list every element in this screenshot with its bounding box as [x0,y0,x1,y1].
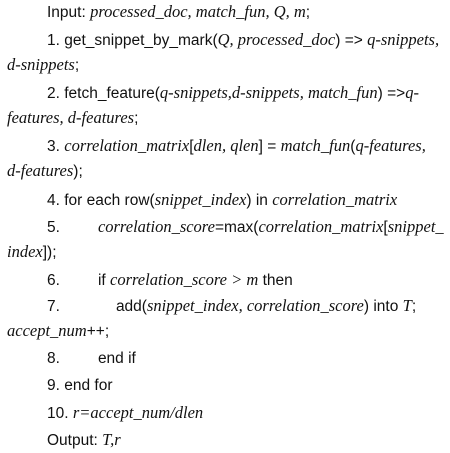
step-2-number: 2. [47,85,60,102]
step-2-args: q-snippets,d-snippets, match_fun [159,83,378,102]
step-8-number: 8. [47,350,60,367]
step-2-output-2: features, d-features [7,108,135,127]
step-5-index-2: index [7,242,43,261]
step-2-function: fetch_feature( [64,85,160,102]
step-6-condition: correlation_score > m [110,270,259,289]
step-6-if: if [97,272,106,289]
step-2-line-1 [47,83,419,104]
step-1-end: ; [74,57,80,74]
step-7-mid: ) into [363,298,399,315]
input-terminator: ; [305,4,311,21]
step-1-line-1 [47,30,439,51]
step-5-line-1 [47,217,444,238]
step-6-number: 6. [47,272,60,289]
step-3-lhs: correlation_matrix [64,136,190,155]
step-9-text: end for [64,377,113,394]
step-5-end: ]); [42,244,57,261]
step-5-op: =max( [214,219,259,236]
step-7-number: 7. [47,298,60,315]
step-7-target: T [402,296,412,315]
step-1-number: 1. [47,32,60,49]
step-6-line [47,270,293,291]
step-5-var: correlation_score [97,217,215,236]
step-2-line-2 [7,108,138,129]
step-4-number: 4. [47,192,60,209]
step-3-dims-close: ] = [258,138,277,155]
step-1-function: get_snippet_by_mark( [64,32,218,49]
input-line [47,2,310,23]
input-label: Input: [47,4,86,21]
output-value: T,r [102,430,121,449]
step-3-rhs-args-1: q-features, [355,136,426,155]
step-6-then: then [262,272,293,289]
step-8-text: end if [97,350,136,367]
step-3-rhs-open: ( [350,138,356,155]
step-9-number: 9. [47,377,60,394]
step-1-output-1: q-snippets, [367,30,440,49]
step-2-output-1: q- [405,83,419,102]
step-3-end: ); [73,163,83,180]
step-3-line-1 [47,136,426,157]
step-1-line-2 [7,55,79,76]
step-4-line [47,190,397,211]
step-10-number: 10. [47,405,69,422]
step-7-separator: ; [411,298,417,315]
step-3-line-2 [7,161,83,182]
step-7-counter: accept_num [7,321,87,340]
step-1-args: Q, processed_doc [217,30,336,49]
step-2-arrow: ) => [377,85,406,102]
step-3-rhs: match_fun [280,136,351,155]
step-4-text: for each row( [64,192,155,209]
step-10-expression: r=accept_num/dlen [72,403,204,422]
step-3-dims-open: [ [189,138,194,155]
step-3-rhs-args-2: d-features [7,161,74,180]
step-4-mid: ) in [246,192,268,209]
step-3-number: 3. [47,138,60,155]
step-2-end: ; [134,110,139,127]
step-5-arg: correlation_matrix [258,217,384,236]
output-label: Output: [47,432,98,449]
step-7-line-2 [7,321,109,342]
step-3-dims: dlen, qlen [193,136,259,155]
step-9-line [47,376,113,396]
step-5-open: [ [383,219,388,236]
step-8-line [47,349,136,369]
input-params: processed_doc, match_fun, Q, m [90,2,306,21]
step-7-line-1 [47,296,416,317]
step-5-number: 5. [47,219,60,236]
step-5-line-2 [7,242,57,263]
step-4-var: snippet_index [154,190,247,209]
step-4-target: correlation_matrix [272,190,398,209]
step-7-increment: ++; [86,323,110,340]
step-10-line [47,403,203,424]
step-1-arrow: ) => [335,32,363,49]
step-5-index-1: snippet_ [387,217,444,236]
step-7-function: add( [115,298,147,315]
step-7-args: snippet_index, correlation_score [146,296,364,315]
step-1-output-2: d-snippets [7,55,75,74]
output-line [47,430,121,451]
